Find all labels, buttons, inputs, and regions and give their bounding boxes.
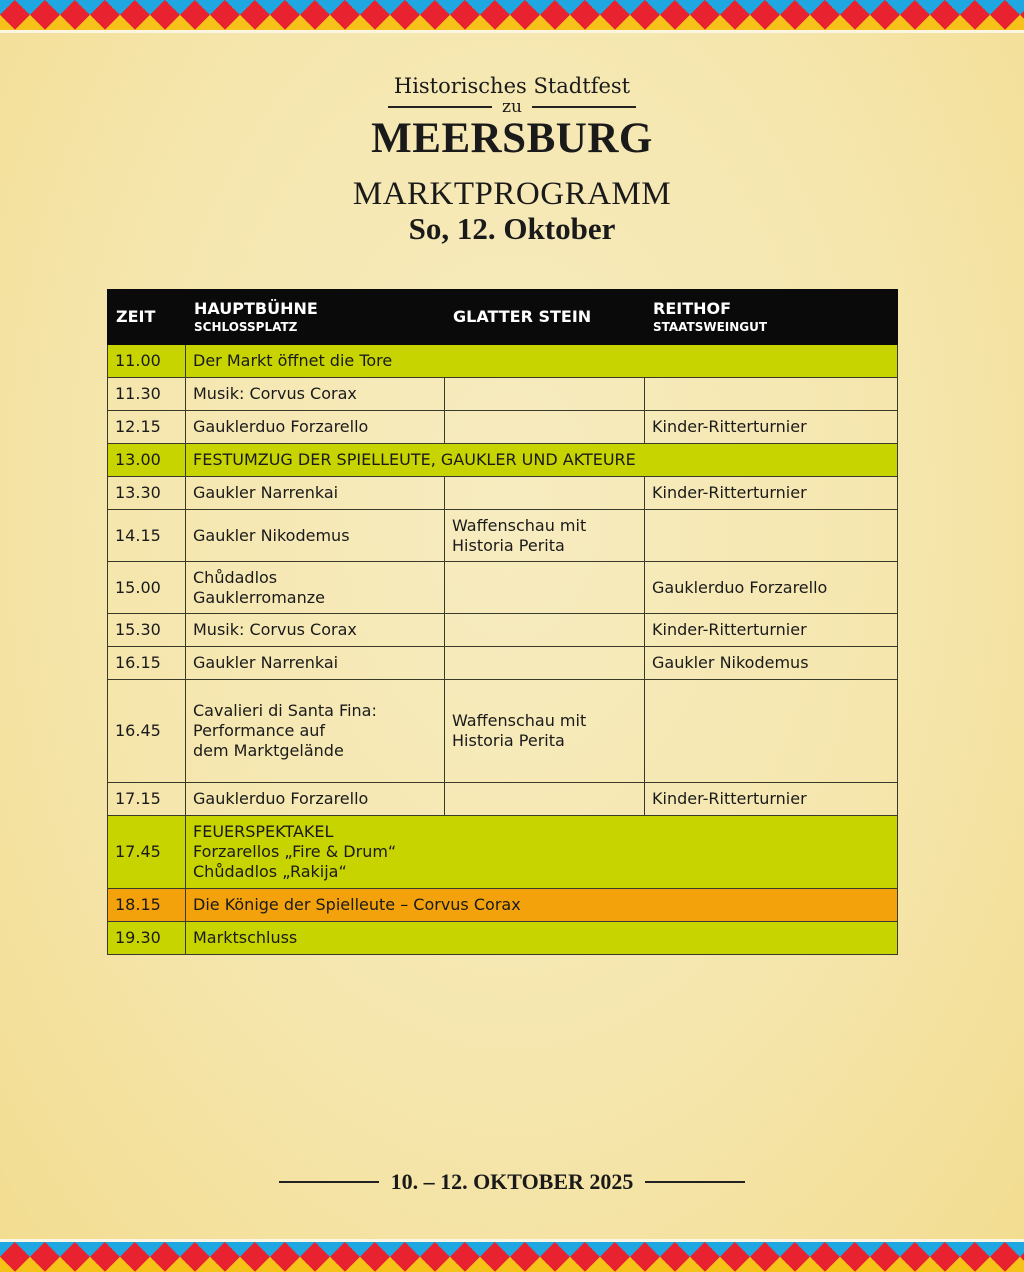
time-cell: 15.00 (108, 562, 186, 614)
footer-divider-left (279, 1181, 379, 1183)
hauptbuehne-cell: Gauklerduo Forzarello (186, 411, 445, 444)
cell-line: Chůdadlos „Rakija“ (193, 862, 347, 881)
time-cell: 19.30 (108, 922, 186, 955)
table-row (108, 477, 898, 510)
reithof-cell: Kinder-Ritterturnier (645, 614, 898, 647)
cell-line: Waffenschau mit (452, 711, 587, 730)
time-cell: 18.15 (108, 889, 186, 922)
event-logo (0, 74, 1024, 162)
table-row (108, 816, 898, 889)
cell-line: Historia Perita (452, 731, 565, 750)
table-row (108, 680, 898, 783)
zu-text: zu (502, 97, 522, 117)
hauptbuehne-cell: Musik: Corvus Corax (186, 378, 445, 411)
glatter-stein-cell (445, 614, 645, 647)
table-row (108, 889, 898, 922)
table-header-row (108, 290, 898, 345)
span-cell: FESTUMZUG DER SPIELLEUTE, GAUKLER UND AKTEURE (186, 444, 898, 477)
time-cell: 16.15 (108, 647, 186, 680)
cell-line: Historia Perita (452, 535, 565, 555)
reithof-cell: Kinder-Ritterturnier (645, 783, 898, 816)
hauptbuehne-cell: Gaukler Nikodemus (186, 510, 445, 562)
hauptbuehne-cell: Musik: Corvus Corax (186, 614, 445, 647)
top-decorative-border (0, 0, 1024, 33)
festival-dates: 10. – 12. OKTOBER 2025 (390, 1169, 634, 1194)
glatter-stein-cell (445, 783, 645, 816)
hauptbuehne-cell (186, 562, 445, 614)
reithof-cell (645, 378, 898, 411)
cell-line: Gauklerromanze (193, 587, 325, 607)
time-cell: 15.30 (108, 614, 186, 647)
reithof-cell: Kinder-Ritterturnier (645, 477, 898, 510)
table-row (108, 345, 898, 378)
glatter-stein-cell (445, 562, 645, 614)
reithof-cell: Gauklerduo Forzarello (645, 562, 898, 614)
span-cell (186, 816, 898, 889)
table-row (108, 378, 898, 411)
col-header-reithof: REITHOF STAATSWEINGUT (645, 290, 898, 345)
hauptbuehne-cell: Gaukler Narrenkai (186, 647, 445, 680)
cell-line: Performance auf (193, 721, 326, 740)
table-row (108, 647, 898, 680)
table-row (108, 411, 898, 444)
time-cell: 14.15 (108, 510, 186, 562)
schedule-table (107, 289, 898, 955)
table-row (108, 922, 898, 955)
reithof-cell (645, 510, 898, 562)
reithof-cell (645, 680, 898, 783)
program-date: So, 12. Oktober (408, 211, 616, 246)
cell-line: FEUERSPEKTAKEL (193, 822, 334, 841)
time-cell: 16.45 (108, 680, 186, 783)
reithof-cell: Kinder-Ritterturnier (645, 411, 898, 444)
footer-divider-right (645, 1181, 745, 1183)
zu-row (0, 98, 1024, 116)
glatter-stein-cell (445, 378, 645, 411)
program-title: MARKTPROGRAMM (352, 176, 672, 212)
hauptbuehne-cell (186, 680, 445, 783)
hauptbuehne-cell: Gauklerduo Forzarello (186, 783, 445, 816)
time-cell: 17.15 (108, 783, 186, 816)
city-name: MEERSBURG (371, 115, 653, 162)
event-line: Historisches Stadtfest (393, 74, 631, 98)
cell-line: dem Marktgelände (193, 741, 344, 760)
glatter-stein-cell (445, 680, 645, 783)
time-cell: 12.15 (108, 411, 186, 444)
cell-line: Waffenschau mit (452, 515, 587, 535)
table-row (108, 562, 898, 614)
glatter-stein-cell (445, 647, 645, 680)
footer (0, 1168, 1024, 1196)
divider-right (532, 106, 636, 108)
table-row (108, 783, 898, 816)
cell-line: Chůdadlos (193, 567, 278, 587)
table-row (108, 614, 898, 647)
table-row (108, 444, 898, 477)
glatter-stein-cell (445, 477, 645, 510)
table-row (108, 510, 898, 562)
bottom-decorative-border (0, 1239, 1024, 1272)
glatter-stein-cell (445, 411, 645, 444)
time-cell: 17.45 (108, 816, 186, 889)
cell-line: Cavalieri di Santa Fina: (193, 701, 377, 720)
time-cell: 13.30 (108, 477, 186, 510)
cell-line: Forzarellos „Fire & Drum“ (193, 842, 397, 861)
reithof-cell: Gaukler Nikodemus (645, 647, 898, 680)
span-cell: Der Markt öffnet die Tore (186, 345, 898, 378)
span-cell: Die Könige der Spielleute – Corvus Corax (186, 889, 898, 922)
divider-left (388, 106, 492, 108)
col-header-hauptbuehne: HAUPTBÜHNE SCHLOSSPLATZ (186, 290, 445, 345)
col-header-glatter-stein: GLATTER STEIN (445, 290, 645, 345)
span-cell: Marktschluss (186, 922, 898, 955)
time-cell: 11.00 (108, 345, 186, 378)
glatter-stein-cell (445, 510, 645, 562)
time-cell: 11.30 (108, 378, 186, 411)
hauptbuehne-cell: Gaukler Narrenkai (186, 477, 445, 510)
time-cell: 13.00 (108, 444, 186, 477)
col-header-zeit: ZEIT (108, 290, 186, 345)
